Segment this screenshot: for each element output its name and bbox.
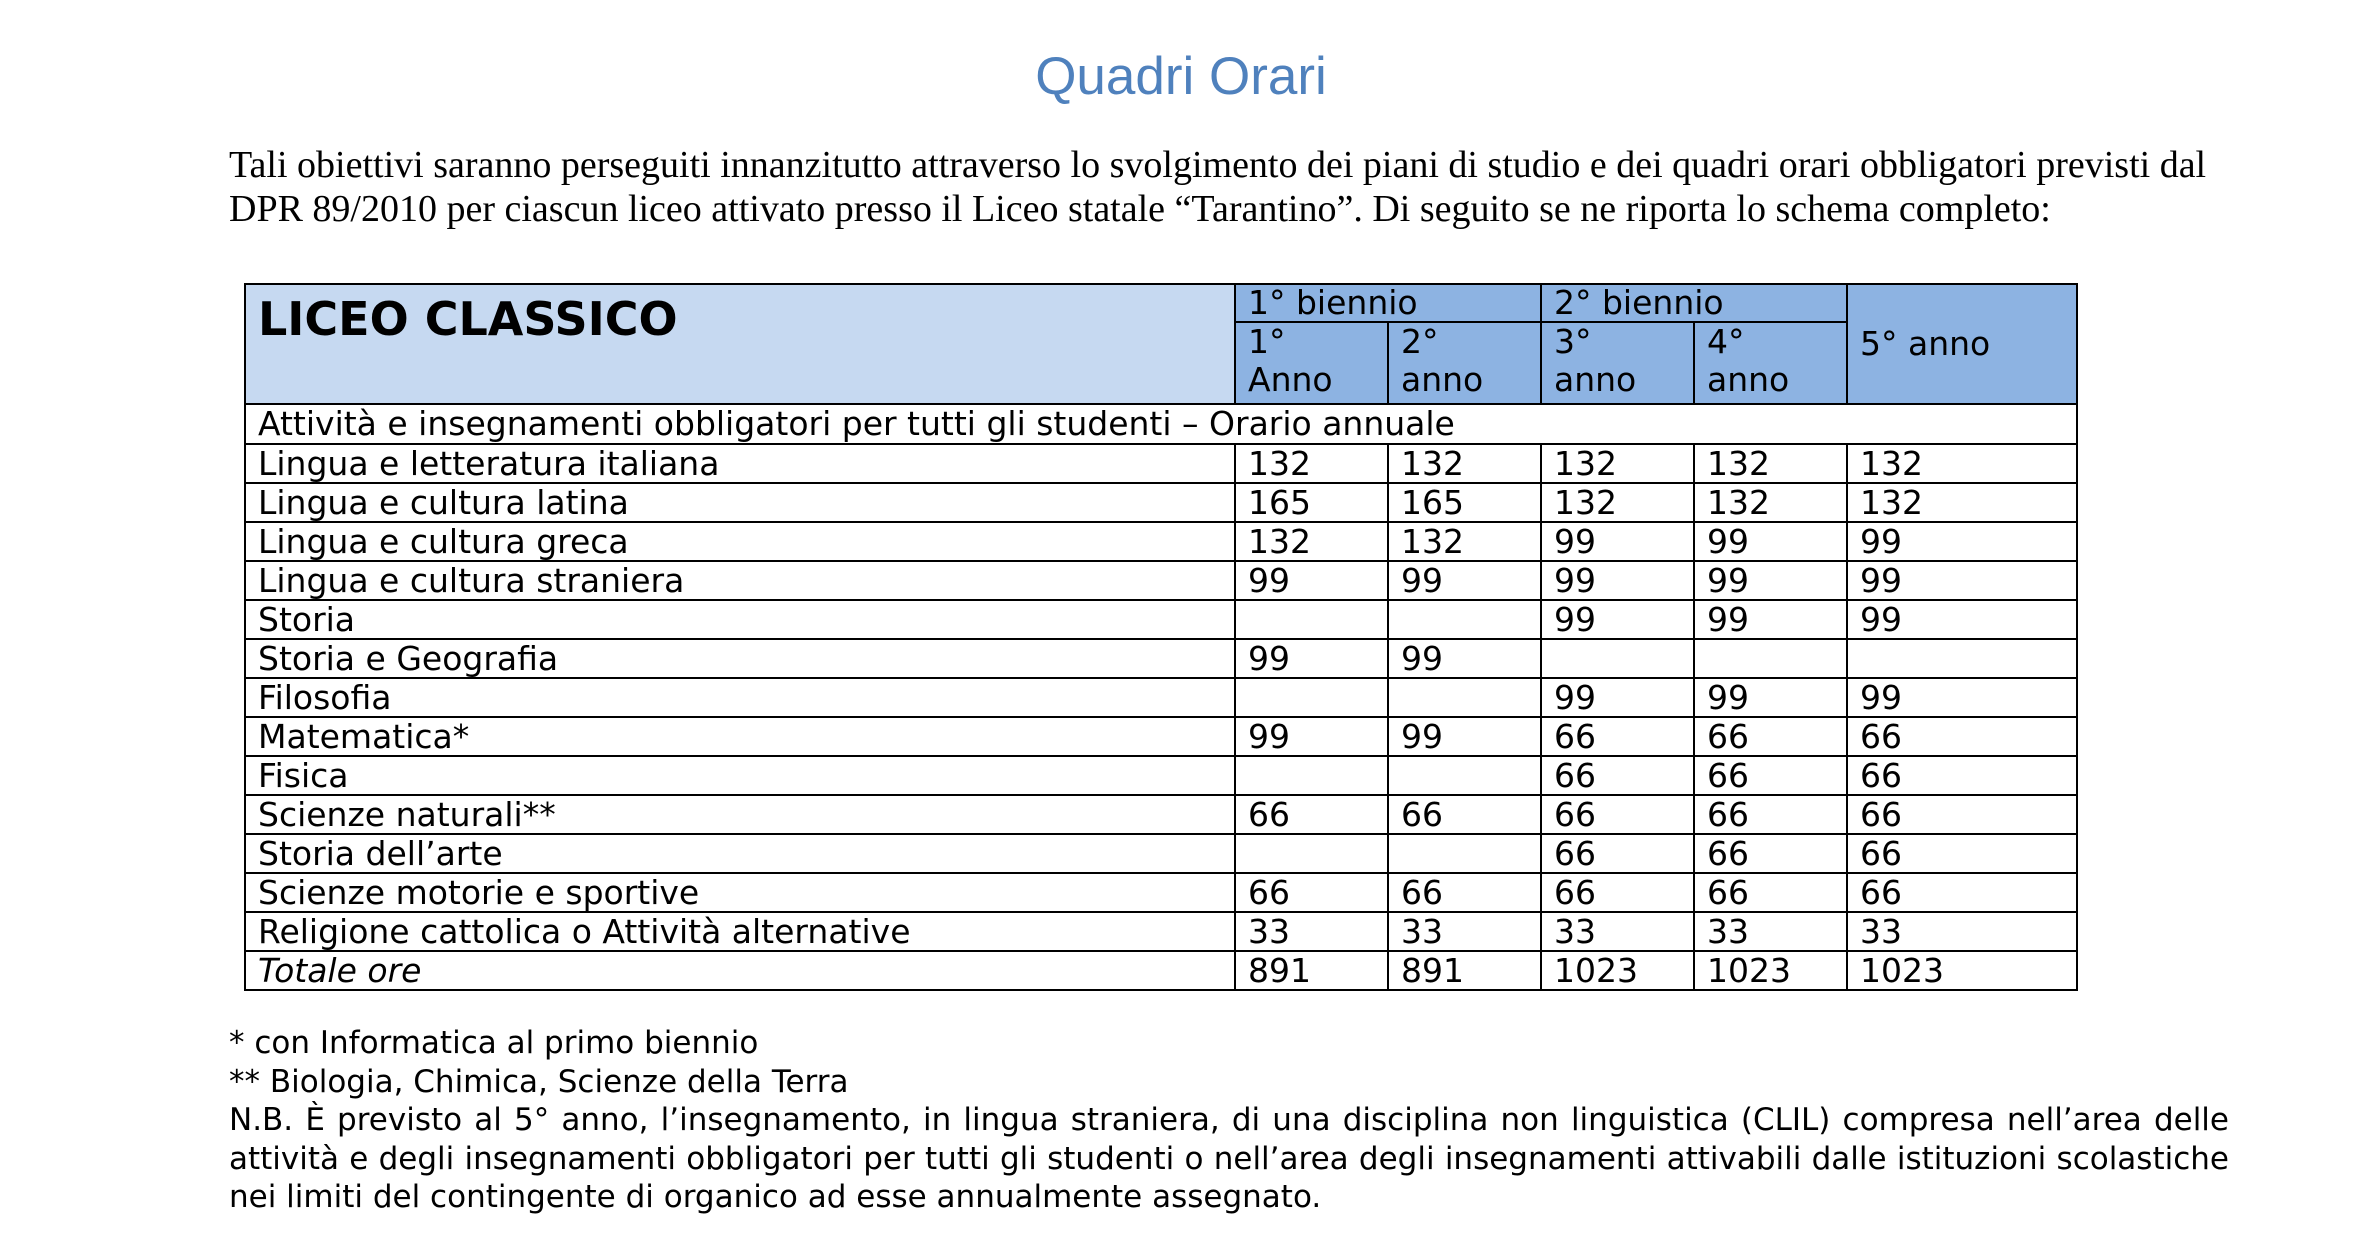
total-hours-cell: 891 [1388,951,1541,990]
table-row [245,717,2077,756]
table-row [245,639,2077,678]
hours-cell: 99 [1847,561,2077,600]
hours-cell: 99 [1235,639,1388,678]
section-row [245,404,2077,444]
hours-cell [1388,600,1541,639]
hours-cell: 99 [1694,600,1847,639]
subject-cell: Storia e Geografia [245,639,1235,678]
hours-cell [1235,678,1388,717]
subject-cell: Matematica* [245,717,1235,756]
table-header-row [245,284,2077,322]
hours-cell: 165 [1235,483,1388,522]
hours-cell: 66 [1694,717,1847,756]
total-hours-cell: 891 [1235,951,1388,990]
hours-cell: 132 [1388,522,1541,561]
hours-cell: 132 [1694,444,1847,483]
hours-cell: 99 [1541,561,1694,600]
hours-cell: 66 [1694,756,1847,795]
hours-cell: 33 [1694,912,1847,951]
biennio-2-header: 2° biennio [1541,284,1847,322]
hours-cell: 132 [1541,444,1694,483]
hours-cell: 66 [1847,717,2077,756]
hours-cell [1388,678,1541,717]
hours-cell: 99 [1694,522,1847,561]
hours-cell [1235,834,1388,873]
table-row [245,756,2077,795]
hours-cell: 99 [1541,678,1694,717]
hours-cell: 132 [1847,444,2077,483]
subject-cell: Religione cattolica o Attività alternative [245,912,1235,951]
subject-cell: Fisica [245,756,1235,795]
hours-cell [1694,639,1847,678]
hours-cell: 66 [1388,795,1541,834]
footnotes [229,1024,2229,1217]
hours-cell: 99 [1388,561,1541,600]
hours-cell: 66 [1388,873,1541,912]
hours-cell: 99 [1847,600,2077,639]
table-row [245,522,2077,561]
total-hours-cell: 1023 [1847,951,2077,990]
hours-cell: 66 [1694,795,1847,834]
hours-cell: 99 [1541,600,1694,639]
hours-cell: 99 [1235,717,1388,756]
hours-cell: 66 [1541,756,1694,795]
subject-cell: Lingua e letteratura italiana [245,444,1235,483]
table-row [245,444,2077,483]
hours-cell: 66 [1235,795,1388,834]
hours-cell: 33 [1388,912,1541,951]
total-label: Totale ore [245,951,1235,990]
hours-cell: 99 [1847,522,2077,561]
year-1-header: 1° Anno [1235,322,1388,404]
hours-cell: 33 [1847,912,2077,951]
subject-cell: Lingua e cultura greca [245,522,1235,561]
hours-cell: 99 [1388,639,1541,678]
hours-cell: 66 [1541,873,1694,912]
table-row [245,483,2077,522]
total-row [245,951,2077,990]
schedule-table [244,283,2078,991]
footnote-2: ** Biologia, Chimica, Scienze della Terra [229,1063,849,1100]
subject-cell: Filosofia [245,678,1235,717]
total-hours-cell: 1023 [1694,951,1847,990]
footnote-1: * con Informatica al primo biennio [229,1025,759,1061]
hours-cell: 99 [1847,678,2077,717]
hours-cell: 132 [1694,483,1847,522]
table-row [245,600,2077,639]
hours-cell: 66 [1541,717,1694,756]
intro-paragraph: Tali obiettivi saranno perseguiti innanzitutto attraverso lo svolgimento dei piani di studio e dei quadri orari obbligatori previsti dal DPR 89/2010 per ciascun liceo attivato presso il Liceo statale “Tarantino”. Di seguito se ne riporta lo schema completo: [229,144,2207,230]
footnote-nb: N.B. È previsto al 5° anno, l’insegnamento, in lingua straniera, di una disciplina non linguistica (CLIL) compresa nell’area delle attività e degli insegnamenti obbligatori per tutti gli studenti o nell’area degli insegnamenti attivabili dalle istituzioni scolastiche nei limiti del contingente di organico ad esse annualmente assegnato. [229,1102,2229,1215]
hours-cell [1847,639,2077,678]
table-row [245,561,2077,600]
biennio-1-header: 1° biennio [1235,284,1541,322]
hours-cell: 33 [1541,912,1694,951]
hours-cell: 132 [1847,483,2077,522]
total-hours-cell: 1023 [1541,951,1694,990]
hours-cell: 132 [1541,483,1694,522]
subject-cell: Storia [245,600,1235,639]
hours-cell: 66 [1541,795,1694,834]
hours-cell [1541,639,1694,678]
hours-cell: 66 [1541,834,1694,873]
hours-cell: 132 [1388,444,1541,483]
subject-cell: Scienze naturali** [245,795,1235,834]
hours-cell [1388,834,1541,873]
hours-cell: 165 [1388,483,1541,522]
table-row [245,795,2077,834]
table-row [245,873,2077,912]
section-label: Attività e insegnamenti obbligatori per tutti gli studenti – Orario annuale [245,404,2077,444]
subject-cell: Scienze motorie e sportive [245,873,1235,912]
hours-cell: 66 [1847,756,2077,795]
hours-cell: 66 [1235,873,1388,912]
table-row [245,912,2077,951]
hours-cell: 33 [1235,912,1388,951]
hours-cell: 66 [1694,834,1847,873]
hours-cell [1235,600,1388,639]
hours-cell: 132 [1235,444,1388,483]
hours-cell: 99 [1235,561,1388,600]
subject-cell: Lingua e cultura straniera [245,561,1235,600]
year-2-header: 2° anno [1388,322,1541,404]
hours-cell: 99 [1694,678,1847,717]
hours-cell: 99 [1388,717,1541,756]
hours-cell: 66 [1847,873,2077,912]
year-5-header: 5° anno [1847,284,2077,404]
table-row [245,834,2077,873]
school-name: LICEO CLASSICO [245,284,1235,404]
hours-cell [1235,756,1388,795]
year-4-header: 4° anno [1694,322,1847,404]
hours-cell [1388,756,1541,795]
hours-cell: 66 [1847,795,2077,834]
hours-cell: 99 [1694,561,1847,600]
subject-cell: Storia dell’arte [245,834,1235,873]
table-row [245,678,2077,717]
hours-cell: 99 [1541,522,1694,561]
page-title: Quadri Orari [1035,47,1327,106]
hours-cell: 66 [1847,834,2077,873]
hours-cell: 66 [1694,873,1847,912]
hours-cell: 132 [1235,522,1388,561]
year-3-header: 3° anno [1541,322,1694,404]
subject-cell: Lingua e cultura latina [245,483,1235,522]
